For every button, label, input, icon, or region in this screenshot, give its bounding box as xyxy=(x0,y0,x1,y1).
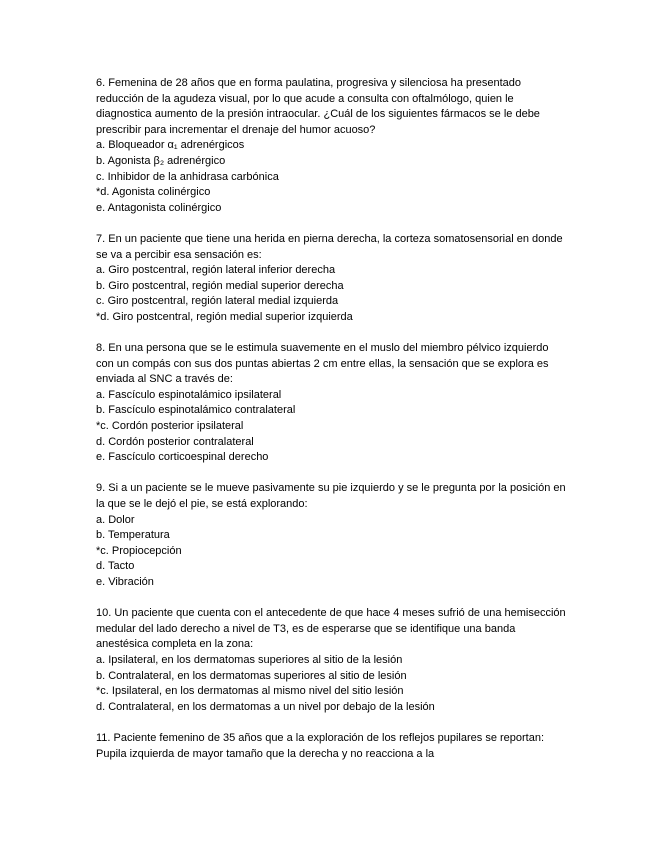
question-stem: 7. En un paciente que tiene una herida en pierna derecha, la corteza somatosensorial en donde se va a percibir esa sensación es: xyxy=(96,232,563,261)
answer-option: b. Contralateral, en los dermatomas superiores al sitio de lesión xyxy=(96,669,407,682)
answer-option-correct: *d. Giro postcentral, región medial superior izquierda xyxy=(96,310,353,323)
answer-option-correct: *c. Propiocepción xyxy=(96,544,182,557)
answer-option: b. Agonista β₂ adrenérgico xyxy=(96,154,226,167)
question-8 xyxy=(96,341,566,466)
answer-option-correct: *c. Ipsilateral, en los dermatomas al mismo nivel del sitio lesión xyxy=(96,685,404,698)
answer-option: a. Bloqueador α₁ adrenérgicos xyxy=(96,139,245,152)
answer-option: d. Contralateral, en los dermatomas a un nivel por debajo de la lesión xyxy=(96,700,435,713)
answer-option: a. Ipsilateral, en los dermatomas superiores al sitio de la lesión xyxy=(96,653,403,666)
question-10 xyxy=(96,606,566,715)
answer-option: b. Giro postcentral, región medial superior derecha xyxy=(96,279,344,292)
question-stem: 6. Femenina de 28 años que en forma paulatina, progresiva y silenciosa ha presentado reducción de la agudeza visual, por lo que acude a consulta con oftalmólogo, quien le diagnostica aumento de la presión intraocular. ¿Cuál de los siguientes fármacos se le debe prescribir para incrementar el drenaje del humor acuoso? xyxy=(96,77,540,136)
answer-option: e. Antagonista colinérgico xyxy=(96,201,222,214)
answer-option: a. Giro postcentral, región lateral inferior derecha xyxy=(96,264,336,277)
answer-option-correct: *c. Cordón posterior ipsilateral xyxy=(96,420,244,433)
answer-option: b. Temperatura xyxy=(96,529,170,542)
answer-option: c. Inhibidor de la anhidrasa carbónica xyxy=(96,170,279,183)
answer-option: a. Fascículo espinotalámico ipsilateral xyxy=(96,388,282,401)
answer-option: e. Fascículo corticoespinal derecho xyxy=(96,451,269,464)
question-11 xyxy=(96,731,566,762)
answer-option: d. Tacto xyxy=(96,560,135,573)
question-6 xyxy=(96,76,566,216)
answer-option-correct: *d. Agonista colinérgico xyxy=(96,186,211,199)
answer-option: a. Dolor xyxy=(96,513,135,526)
document-page xyxy=(96,76,566,778)
answer-option: b. Fascículo espinotalámico contralateral xyxy=(96,404,296,417)
question-stem: 9. Si a un paciente se le mueve pasivamente su pie izquierdo y se le pregunta por la posición en la que se le dejó el pie, se está explorando: xyxy=(96,482,566,511)
answer-option: c. Giro postcentral, región lateral medial izquierda xyxy=(96,295,339,308)
answer-option: d. Cordón posterior contralateral xyxy=(96,435,254,448)
question-stem: 10. Un paciente que cuenta con el antecedente de que hace 4 meses sufrió de una hemisección medular del lado derecho a nivel de T3, es de esperarse que se identifique una banda anestésica completa en la zona: xyxy=(96,607,566,651)
question-stem: 8. En una persona que se le estimula suavemente en el muslo del miembro pélvico izquierdo con un compás con sus dos puntas abiertas 2 cm entre ellas, la sensación que se explora es enviada al SNC a través de: xyxy=(96,342,549,386)
question-9 xyxy=(96,481,566,590)
question-stem: 11. Paciente femenino de 35 años que a la exploración de los reflejos pupilares se reportan: Pupila izquierda de mayor tamaño que la derecha y no reacciona a la xyxy=(96,731,545,760)
question-7 xyxy=(96,232,566,326)
answer-option: e. Vibración xyxy=(96,576,154,588)
